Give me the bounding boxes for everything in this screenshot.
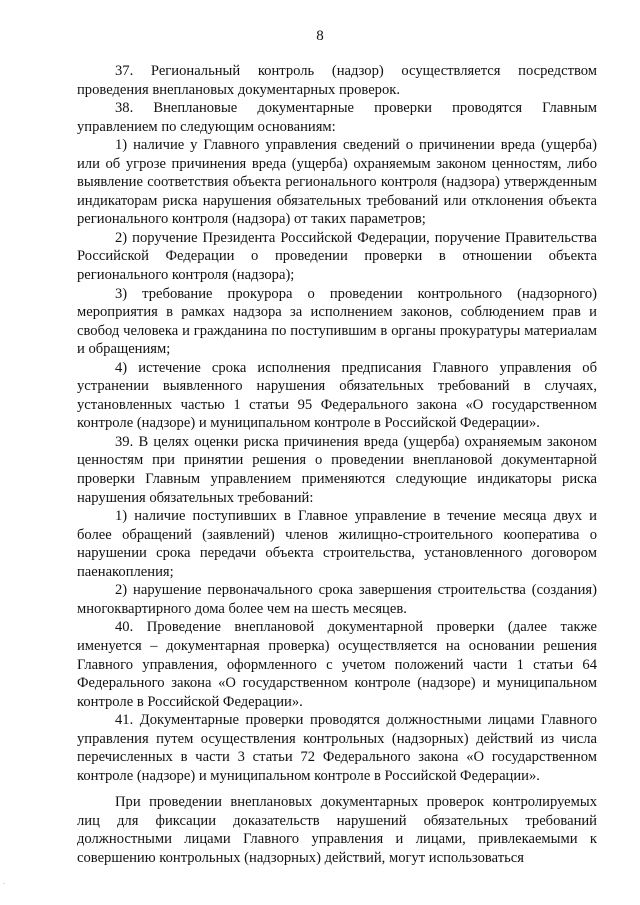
paragraph-38-item-1: 1) наличие у Главного управления сведений о причинении вреда (ущерба) или об угрозе причинения вреда (ущерба) охраняемым законом ценностям, либо выявление соответствия объекта регионального контроля (надзора) утвержденным индикаторам риска нарушения обязательных требований или отклонения объекта регионального контроля (надзора) от таких параметров; bbox=[77, 137, 597, 228]
paragraph-39-item-2: 2) нарушение первоначального срока завершения строительства (создания) многоквартирного дома более чем на шесть месяцев. bbox=[77, 582, 597, 617]
paragraph-38: 38. Внеплановые документарные проверки проводятся Главным управлением по следующим основаниям: bbox=[77, 100, 597, 135]
paragraph-38-item-4: 4) истечение срока исполнения предписания Главного управления об устранении выявленного нарушения обязательных требований в случаях, установленных частью 1 статьи 95 Федерального закона «О государственном контроле (надзоре) и муниципальном контроле в Российской Федерации». bbox=[77, 359, 597, 432]
paragraph-39: 39. В целях оценки риска причинения вреда (ущерба) охраняемым законом ценностям при принятии решения о проведении внеплановой документарной проверки Главным управлением применяются следующие индикаторы риска нарушения обязательных требований: bbox=[77, 433, 597, 506]
page-number: 8 bbox=[316, 28, 324, 44]
paragraph-41: 41. Документарные проверки проводятся должностными лицами Главного управления путем осуществления контрольных (надзорных) действий из числа перечисленных в части 3 статьи 72 Федерального закона «О государственном контроле (надзоре) и муниципальном контроле в Российской Федерации». bbox=[77, 712, 597, 784]
paragraph-38-item-2: 2) поручение Президента Российской Федерации, поручение Правительства Российской Федерации о проведении проверки в отношении объекта регионального контроля (надзора); bbox=[77, 229, 597, 284]
paragraph-41-continuation: При проведении внеплановых документарных проверок контролируемых лиц для фиксации доказательств нарушений обязательных требований должностными лицами Главного управления и лицами, привлекаемыми к совершению контрольных (надзорных) действий, могут использоваться bbox=[77, 794, 597, 866]
paragraph-37: 37. Региональный контроль (надзор) осуществляется посредством проведения внеплановых документарных проверок. bbox=[77, 63, 597, 98]
paragraph-38-item-3: 3) требование прокурора о проведении контрольного (надзорного) мероприятия в рамках надзора за исполнением законов, соблюдением прав и свобод человека и гражданина по поступившим в органы прокуратуры материалам и обращениям; bbox=[77, 285, 597, 358]
paragraph-40: 40. Проведение внеплановой документарной проверки (далее также именуется – документарная проверка) осуществляется на основании решения Главного управления, оформленного с учетом положений части 1 статьи 64 Федерального закона «О государственном контроле (надзоре) и муниципальном контроле в Российской Федерации». bbox=[77, 619, 597, 710]
document-body bbox=[77, 62, 597, 868]
scan-edge-mark: · bbox=[3, 880, 6, 888]
paragraph-39-item-1: 1) наличие поступивших в Главное управление в течение месяца двух и более обращений (заявлений) членов жилищно-строительного кооператива о нарушении срока передачи объекта строительства, установленного договором паенакопления; bbox=[77, 508, 597, 580]
